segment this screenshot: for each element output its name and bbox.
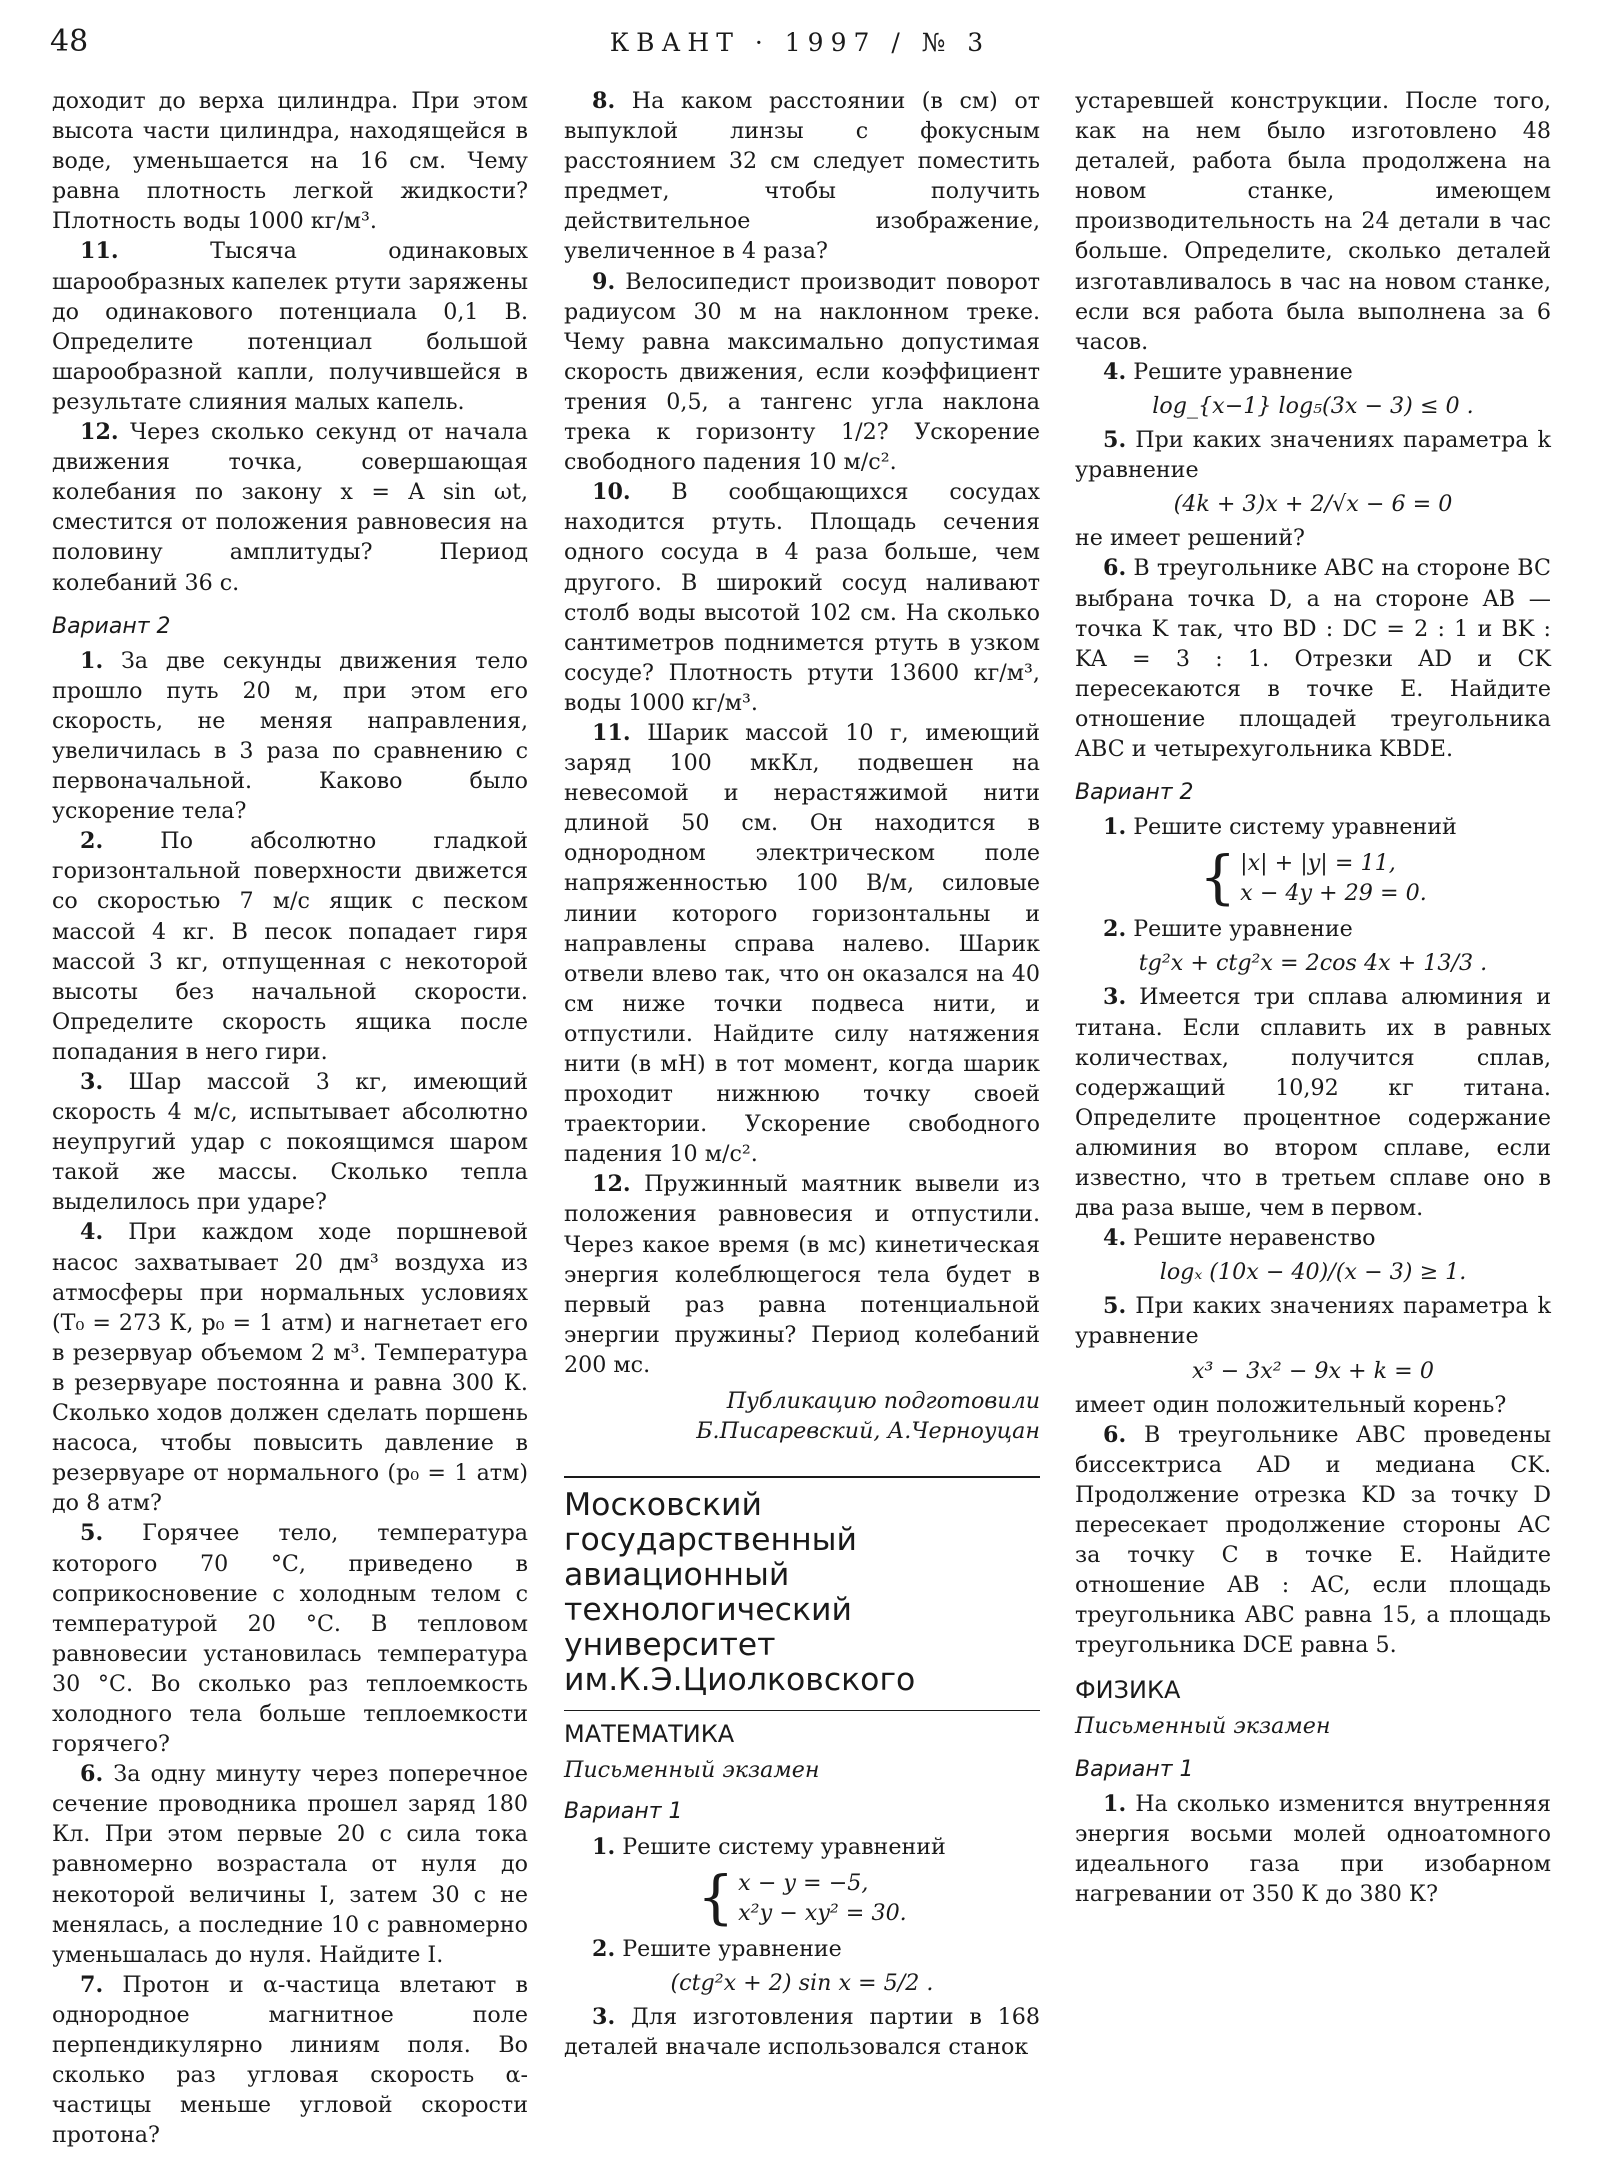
problem-text: По абсолютно гладкой горизонтальной поверхности движется со скоростью 7 м/с ящик с песком массой 4 кг. В песок попадает гиря массой 3 кг, отпущенная с некоторой высоты без начальной скорости. Определите скорость ящика после попадания в него гири. <box>52 828 529 1065</box>
brace-symbol: { <box>1199 843 1237 912</box>
problem-text: Тысяча одинаковых шарообразных капелек ртути заряжены до одинакового потенциала 0,1 В. Определите потенциал большой шарообразной капли, получившейся в результате слияния малых капель. <box>52 238 529 415</box>
page-number: 48 <box>50 24 89 59</box>
problem-2 <box>52 826 528 1067</box>
page-header <box>50 24 1550 64</box>
question-text: При каких значениях параметра k уравнение <box>1075 427 1551 484</box>
divider <box>564 1476 1040 1478</box>
problem-12 <box>52 417 528 598</box>
problem-number: 9. <box>592 268 616 295</box>
problem-text: Велосипедист производит поворот радиусом 30 м на наклонном треке. Чему равна максимально допустимая скорость движения, если коэффициент трения 0,5, а тангенс угла наклона трека к горизонту 1/2? Ускорение свободного падения 10 м/с². <box>564 268 1041 476</box>
question-3 <box>1075 982 1551 1223</box>
problem-text: В сообщающихся сосудах находится ртуть. Площадь сечения одного сосуда в 4 раза больше, чем другого. В широкий сосуд наливают столб воды высотой 102 см. На сколько сантиметров поднимется ртуть в узком сосуде? Плотность ртути 13600 кг/м³, воды 1000 кг/м³. <box>564 479 1040 716</box>
question-6 <box>1075 1420 1551 1661</box>
formula: x³ − 3x² − 9x + k = 0 <box>1192 1357 1434 1384</box>
equation-line: x − 4y + 29 = 0. <box>1240 880 1427 907</box>
formula: tg²x + ctg²x = 2cos 4x + 13/3 . <box>1138 950 1488 977</box>
question-text: В треугольнике ABC проведены биссектриса AD и медиана CK. Продолжение отрезка KD за точку D пересекает продолжение стороны AC за точку C в точке E. Найдите отношение AB : AC, если площадь треугольника ABC равна 15, а площадь треугольника DCE равна 5. <box>1075 1421 1551 1659</box>
question-3 <box>564 2002 1040 2062</box>
question-number: 6. <box>1103 555 1127 582</box>
problem-number: 11. <box>592 719 631 746</box>
subject-heading: МАТЕМАТИКА <box>564 1720 735 1749</box>
question-number: 1. <box>1103 1790 1127 1817</box>
signature-line-2: Б.Писаревский, А.Черноуцан <box>696 1418 1040 1445</box>
divider <box>564 1710 1040 1711</box>
question-text: При каких значениях параметра k уравнение <box>1075 1293 1551 1350</box>
paragraph-continued: доходит до верха цилиндра. При этом высота части цилиндра, находящейся в воде, уменьшается на 16 см. Чему равна плотность легкой жидкости? Плотность воды 1000 кг/м³. <box>52 88 528 235</box>
problem-text: Через сколько секунд от начала движения точка, совершающая колебания по закону x = A sin ωt, сместится от положения равновесия на половину амплитуды? Период колебаний 36 с. <box>52 419 528 596</box>
problem-text: За две секунды движения тело прошло путь 20 м, при этом его скорость, не меняя направления, увеличилась в 3 раза по сравнению с первоначальной. Каково было ускорение тела? <box>52 647 528 825</box>
problem-text: При каждом ходе поршневой насос захватывает 20 дм³ воздуха из атмосферы при нормальных условиях (T₀ = 273 К, p₀ = 1 атм) и нагнетает его в резервуар объемом 2 м³. Температура в резервуаре постоянна и равна 300 К. Сколько ходов должен сделать поршень насоса, чтобы повысить давление в резервуаре от нормального (p₀ = 1 атм) до 8 атм? <box>52 1219 528 1517</box>
equation-system <box>1075 843 1551 912</box>
formula: log_{x−1} log₅(3x − 3) ≤ 0 . <box>1152 392 1474 419</box>
question-4 <box>1075 357 1551 387</box>
question-text: Решите неравенство <box>1133 1225 1376 1252</box>
variant-heading: Вариант 2 <box>1075 780 1194 806</box>
variant-heading: Вариант 1 <box>564 1799 683 1825</box>
problem-number: 11. <box>80 238 119 265</box>
institution-title: Московский государственный авиационный технологический университет им.К.Э.Циолковского <box>564 1487 916 1699</box>
question-text: В треугольнике ABC на стороне BC выбрана точка D, а на стороне AB — точка K так, что BD : DC = 2 : 1 и BK : KA = 3 : 1. Отрезки AD и CK пересекаются в точке E. Найдите отношение площадей треугольника ABC и четырехугольника KBDE. <box>1075 555 1551 762</box>
question-2 <box>1075 914 1551 944</box>
problem-number: 3. <box>80 1069 104 1095</box>
question-5 <box>1075 1291 1551 1351</box>
problem-10 <box>564 477 1040 718</box>
formula: (ctg²x + 2) sin x = 5/2 . <box>670 1969 934 1996</box>
question-4 <box>1075 1223 1551 1253</box>
question-number: 1. <box>592 1833 616 1860</box>
problem-7 <box>52 1970 528 2151</box>
question-1 <box>564 1832 1040 1862</box>
problem-3 <box>52 1067 528 1217</box>
exam-type: Письменный экзамен <box>1075 1712 1331 1739</box>
subject-heading: ФИЗИКА <box>1075 1675 1181 1704</box>
column-right <box>1075 86 1551 1909</box>
question-1 <box>1075 812 1551 842</box>
question-1 <box>1075 1789 1551 1909</box>
problem-text: Горячее тело, температура которого 70 °С, приведено в соприкосновение с холодным телом с температурой 20 °С. В тепловом равновесии установилась температура 30 °С. Во сколько раз теплоемкость холодного тела больше теплоемкости горячего? <box>52 1520 529 1758</box>
problem-text: Шар массой 3 кг, имеющий скорость 4 м/с, испытывает абсолютно неупругий удар с покоящимся шаром такой же массы. Сколько тепла выделилось при ударе? <box>52 1069 528 1216</box>
question-text: На сколько изменится внутренняя энергия восьми молей одноатомного идеального газа при изобарном нагревании от 350 К до 380 К? <box>1075 1790 1551 1908</box>
question-text-after: не имеет решений? <box>1075 525 1305 552</box>
formula: (4k + 3)x + 2/√x − 6 = 0 <box>1173 491 1453 518</box>
problem-text: На каком расстоянии (в см) от выпуклой линзы с фокусным расстоянием 32 см следует поместить предмет, чтобы получить действительное изображение, увеличенное в 4 раза? <box>564 88 1040 265</box>
question-text: Для изготовления партии в 168 деталей вначале использовался станок <box>564 2003 1040 2060</box>
exam-type: Письменный экзамен <box>564 1757 820 1784</box>
problem-6 <box>52 1759 528 1970</box>
equation-line: |x| + |y| = 11, <box>1240 850 1396 877</box>
problem-9 <box>564 267 1040 478</box>
paragraph-continued: устаревшей конструкции. После того, как на нем было изготовлено 48 деталей, работа была продолжена на новом станке, имеющем производительность на 24 детали в час больше. Определите, сколько деталей изготавливалось в час на новом станке, если вся работа была выполнена за 6 часов. <box>1075 88 1551 355</box>
problem-11 <box>564 718 1040 1169</box>
problem-number: 10. <box>592 479 631 506</box>
equation-line: x − y = −5, <box>738 1869 869 1896</box>
problem-number: 5. <box>80 1520 104 1547</box>
problem-1 <box>52 646 528 827</box>
problem-11 <box>52 236 528 417</box>
problem-text: За одну минуту через поперечное сечение проводника прошел заряд 180 Кл. При этом первые 20 с сила тока равномерно возрастала от нуля до некоторой величины I, затем 30 с не менялась, а последние 10 с равномерно уменьшалась до нуля. Найдите I. <box>52 1761 529 1968</box>
variant-heading: Вариант 2 <box>52 613 171 639</box>
variant-heading: Вариант 1 <box>1075 1756 1194 1782</box>
question-number: 3. <box>1103 984 1127 1011</box>
question-number: 2. <box>592 1935 616 1962</box>
question-text: Имеется три сплава алюминия и титана. Если сплавить их в равных количествах, получится сплав, содержащий 10,92 кг титана. Определите процентное содержание алюминия во втором сплаве, если известно, что в третьем сплаве оно в два раза выше, чем в первом. <box>1075 984 1551 1222</box>
problem-5 <box>52 1518 528 1759</box>
column-left <box>52 86 528 2150</box>
column-middle <box>564 86 1040 2062</box>
equation-line: x²y − xy² = 30. <box>738 1899 907 1926</box>
question-2 <box>564 1934 1040 1964</box>
question-number: 3. <box>592 2003 616 2030</box>
problem-8 <box>564 86 1040 267</box>
problem-number: 7. <box>80 1971 104 1998</box>
question-text-after: имеет один положительный корень? <box>1075 1391 1507 1418</box>
question-number: 1. <box>1103 814 1127 841</box>
question-number: 4. <box>1103 1225 1127 1252</box>
question-number: 6. <box>1103 1421 1127 1448</box>
question-text: Решите уравнение <box>1133 916 1353 943</box>
problem-number: 12. <box>80 419 119 446</box>
question-text: Решите систему уравнений <box>622 1833 946 1860</box>
question-number: 2. <box>1103 916 1127 943</box>
problem-text: Протон и α-частица влетают в однородное магнитное поле перпендикулярно линиям поля. Во сколько раз угловая скорость α-частицы меньше угловой скорости протона? <box>52 1971 528 2149</box>
equation-system <box>564 1862 1040 1931</box>
problem-number: 6. <box>80 1761 104 1788</box>
problem-number: 1. <box>80 647 104 674</box>
problem-4 <box>52 1217 528 1518</box>
question-number: 5. <box>1103 1293 1127 1320</box>
question-6 <box>1075 553 1551 764</box>
problem-number: 12. <box>592 1171 631 1198</box>
question-text: Решите систему уравнений <box>1133 814 1457 841</box>
problem-text: Шарик массой 10 г, имеющий заряд 100 мкКл, подвешен на невесомой и нерастяжимой нити длиной 50 см. Он находится в однородном электрическом поле напряженностью 100 В/м, силовые линии которого горизонтальны и направлены справа налево. Шарик отвели влево так, что он оказался на 40 см ниже точки подвеса нити, и отпустили. Найдите силу натяжения нити (в мН) в тот момент, когда шарик проходит нижнюю точку своей траектории. Ускорение свободного падения 10 м/с². <box>564 719 1040 1168</box>
problem-12 <box>564 1169 1040 1380</box>
formula: logₓ (10x − 40)/(x − 3) ≥ 1. <box>1159 1259 1467 1286</box>
question-5 <box>1075 425 1551 485</box>
problem-text: Пружинный маятник вывели из положения равновесия и отпустили. Через какое время (в мс) кинетическая энергия колеблющегося тела будет в первый раз равна потенциальной энергии пружины? Период колебаний 200 мс. <box>564 1171 1040 1378</box>
question-text: Решите уравнение <box>1133 358 1353 385</box>
question-number: 4. <box>1103 358 1127 385</box>
problem-number: 8. <box>592 88 616 114</box>
signature-line-1: Публикацию подготовили <box>726 1388 1040 1415</box>
question-number: 5. <box>1103 427 1127 454</box>
question-text: Решите уравнение <box>622 1935 842 1962</box>
problem-number: 2. <box>80 828 104 855</box>
problem-number: 4. <box>80 1219 104 1246</box>
running-title: КВАНТ · 1997 / № 3 <box>609 28 991 57</box>
brace-symbol: { <box>697 1862 735 1931</box>
